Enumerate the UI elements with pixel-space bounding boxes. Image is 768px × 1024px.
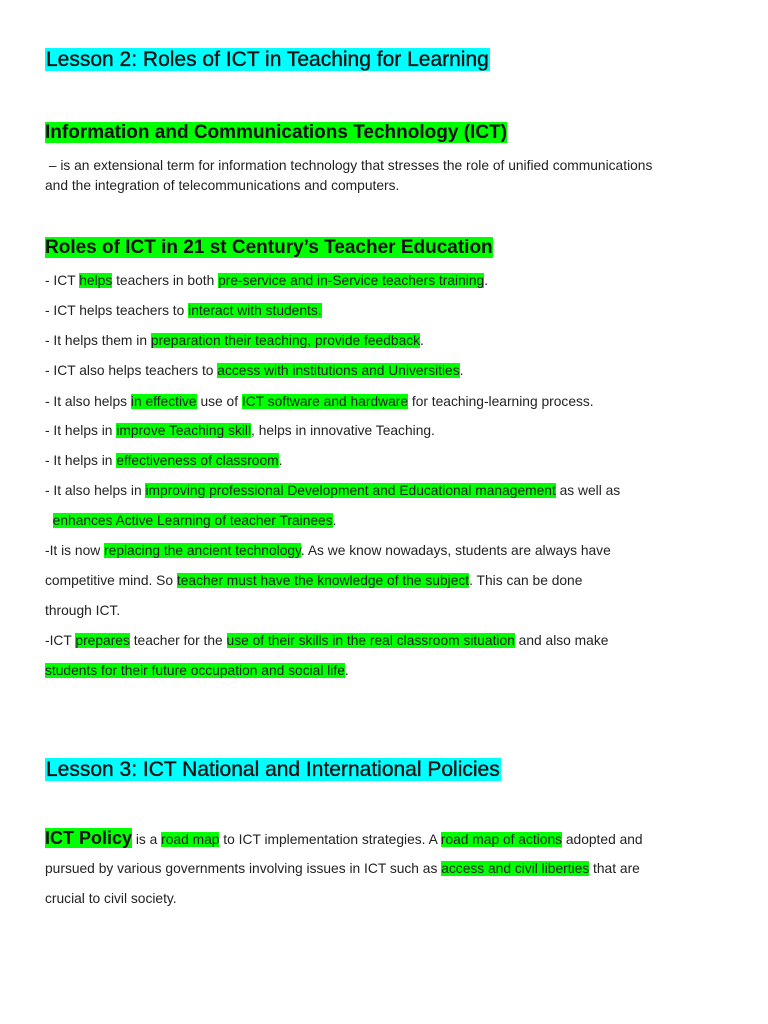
text-segment: - ICT bbox=[45, 273, 80, 288]
highlighted-phrase: enhances Active Learning of teacher Trainees bbox=[52, 513, 333, 528]
text-segment: . bbox=[278, 453, 283, 468]
policy-line-1 bbox=[45, 826, 735, 852]
text-segment: to ICT implementation strategies. A bbox=[219, 832, 441, 847]
highlighted-phrase: road map bbox=[161, 832, 220, 847]
text-segment: through ICT. bbox=[45, 603, 121, 618]
text-segment: use of bbox=[196, 394, 242, 409]
text-segment: - ICT helps teachers to bbox=[45, 303, 189, 318]
role-line bbox=[45, 331, 735, 351]
highlighted-phrase: road map of actions bbox=[440, 832, 563, 847]
ict-definition-line-1: – is an extensional term for information technology that stresses the role of unified communications bbox=[45, 158, 653, 173]
ict-definition bbox=[45, 156, 735, 196]
role-line bbox=[45, 631, 735, 651]
highlighted-phrase: helps bbox=[79, 273, 113, 288]
text-segment: . bbox=[459, 363, 464, 378]
highlighted-phrase: interact with students. bbox=[188, 303, 322, 318]
text-segment: . bbox=[332, 513, 337, 528]
text-segment: pursued by various governments involving issues in ICT such as bbox=[45, 861, 442, 876]
text-segment: - It helps in bbox=[45, 453, 117, 468]
roles-heading-text: Roles of ICT in 21 st Century’s Teacher Education bbox=[45, 237, 493, 258]
highlighted-phrase: use of their skills in the real classroom situation bbox=[226, 633, 515, 648]
highlighted-phrase: ICT software and hardware bbox=[241, 394, 409, 409]
lesson-3-title-text: Lesson 3: ICT National and International Policies bbox=[46, 758, 500, 781]
roles-heading bbox=[45, 235, 735, 261]
role-line bbox=[45, 481, 735, 501]
text-segment: competitive mind. So bbox=[45, 573, 177, 588]
highlighted-phrase: students for their future occupation and social life bbox=[45, 663, 345, 678]
policy-line-2 bbox=[45, 859, 735, 879]
roles-list bbox=[45, 271, 735, 681]
lesson-3-title bbox=[45, 756, 735, 784]
text-segment: and also make bbox=[514, 633, 609, 648]
role-line bbox=[45, 451, 735, 471]
lesson-2-title bbox=[45, 46, 735, 74]
highlighted-phrase: access with institutions and Universities bbox=[217, 363, 460, 378]
highlighted-phrase: prepares bbox=[75, 633, 130, 648]
text-segment: - It also helps bbox=[45, 394, 131, 409]
highlighted-phrase: improving professional Development and Educational management bbox=[145, 483, 556, 498]
text-segment: as well as bbox=[555, 483, 621, 498]
role-line bbox=[45, 392, 735, 412]
ict-heading bbox=[45, 120, 735, 146]
highlighted-phrase: teacher must have the knowledge of the subject bbox=[176, 573, 470, 588]
text-segment: for teaching-learning process. bbox=[408, 394, 594, 409]
role-line bbox=[45, 361, 735, 381]
role-line bbox=[45, 541, 735, 561]
role-line bbox=[45, 301, 735, 321]
highlighted-phrase: in effective bbox=[130, 394, 197, 409]
text-segment: . bbox=[420, 333, 424, 348]
text-segment: . This can be done bbox=[469, 573, 583, 588]
highlighted-phrase: pre-service and in-Service teachers training bbox=[218, 273, 485, 288]
ict-policy-paragraph bbox=[45, 826, 735, 909]
highlighted-phrase: improve Teaching skill bbox=[116, 423, 252, 438]
role-line bbox=[45, 511, 735, 531]
text-segment: teacher for the bbox=[129, 633, 227, 648]
text-segment: that are bbox=[589, 861, 640, 876]
text-segment: adopted and bbox=[562, 832, 643, 847]
ict-heading-text: Information and Communications Technology (ICT) bbox=[45, 122, 507, 143]
policy-line-1-text bbox=[132, 832, 643, 847]
text-segment: - It helps in bbox=[45, 423, 117, 438]
text-segment: teachers in both bbox=[112, 273, 219, 288]
ict-definition-line-2: and the integration of telecommunications and computers. bbox=[45, 178, 400, 193]
text-segment: - ICT also helps teachers to bbox=[45, 363, 218, 378]
role-line bbox=[45, 271, 735, 291]
highlighted-phrase: effectiveness of classroom bbox=[116, 453, 279, 468]
text-segment: , helps in innovative Teaching. bbox=[251, 423, 435, 438]
highlighted-phrase: replacing the ancient technology bbox=[104, 543, 301, 558]
role-line bbox=[45, 661, 735, 681]
highlighted-phrase: preparation their teaching, provide feedback bbox=[150, 333, 421, 348]
text-segment bbox=[45, 513, 53, 528]
text-segment: . As we know nowadays, students are always have bbox=[300, 543, 611, 558]
text-segment: -It is now bbox=[45, 543, 105, 558]
role-line bbox=[45, 601, 735, 621]
policy-line-3: crucial to civil society. bbox=[45, 891, 177, 906]
role-line bbox=[45, 571, 735, 591]
lesson-2-title-text: Lesson 2: Roles of ICT in Teaching for Learning bbox=[46, 48, 489, 71]
role-line bbox=[45, 421, 735, 441]
highlighted-phrase: access and civil liberties bbox=[441, 861, 590, 876]
policy-term: ICT Policy bbox=[45, 828, 133, 848]
text-segment: -ICT bbox=[45, 633, 76, 648]
text-segment: . bbox=[344, 663, 349, 678]
text-segment: . bbox=[484, 273, 489, 288]
text-segment: is a bbox=[132, 832, 162, 847]
text-segment: - It helps them in bbox=[45, 333, 151, 348]
text-segment: - It also helps in bbox=[45, 483, 146, 498]
